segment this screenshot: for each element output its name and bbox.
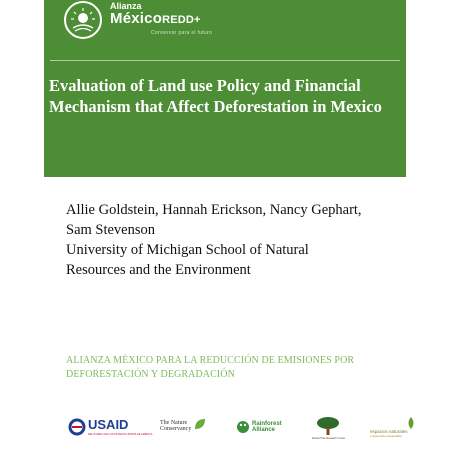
document-title: Evaluation of Land use Policy and Financial Mechanism that Affect Deforestation in Mexico — [49, 76, 382, 116]
affiliation-line: University of Michigan School of Natural — [66, 242, 309, 258]
frog-icon — [236, 420, 250, 434]
alliance-name — [66, 354, 386, 382]
woods-hole-text: Woods Hole Research Center — [312, 437, 346, 440]
brand-tagline: Conservar para el futuro — [151, 30, 213, 36]
globe-logo-icon — [64, 1, 102, 39]
alliance-line: DEFORESTACIÓN Y DEGRADACIÓN — [66, 369, 235, 380]
partner-logos — [66, 414, 426, 444]
authors-block — [66, 200, 411, 280]
brand-main-text: MéxicoREDD+ — [110, 10, 201, 27]
rainforest-alliance-logo — [236, 414, 288, 444]
espacios-naturales-logo — [366, 414, 426, 444]
usaid-subtext: DEL PUEBLO DE LOS ESTADOS UNIDOS DE AMÉRICA — [88, 433, 153, 436]
tree-icon — [316, 416, 340, 436]
espacios-text: espacios naturales — [370, 429, 408, 434]
cover-header — [44, 0, 406, 177]
woods-hole-logo — [310, 414, 346, 444]
tnc-leaf-icon — [194, 418, 206, 430]
brand-small-text: Alianza — [110, 1, 142, 11]
authors-line: Sam Stevenson — [66, 222, 156, 238]
usaid-text: USAID — [88, 417, 129, 432]
affiliation-line: Resources and the Environment — [66, 262, 251, 278]
usaid-seal-icon — [68, 418, 86, 436]
alliance-line: ALIANZA MÉXICO PARA LA REDUCCIÓN DE EMISIONES POR — [66, 355, 355, 366]
rainforest-text-line2: Alliance — [252, 427, 276, 433]
leaf-icon — [406, 417, 416, 429]
tnc-text-line1: The Nature — [160, 420, 188, 426]
tnc-text-line2: Conservancy — [160, 426, 192, 432]
usaid-logo — [66, 414, 153, 444]
espacios-subtext: y desarrollo sustentable — [370, 434, 402, 438]
tnc-logo — [160, 414, 210, 444]
header-divider — [50, 60, 400, 61]
authors-line: Allie Goldstein, Hannah Erickson, Nancy Gephart, — [66, 202, 362, 218]
rainforest-text-line1: Rainforest — [252, 421, 282, 427]
